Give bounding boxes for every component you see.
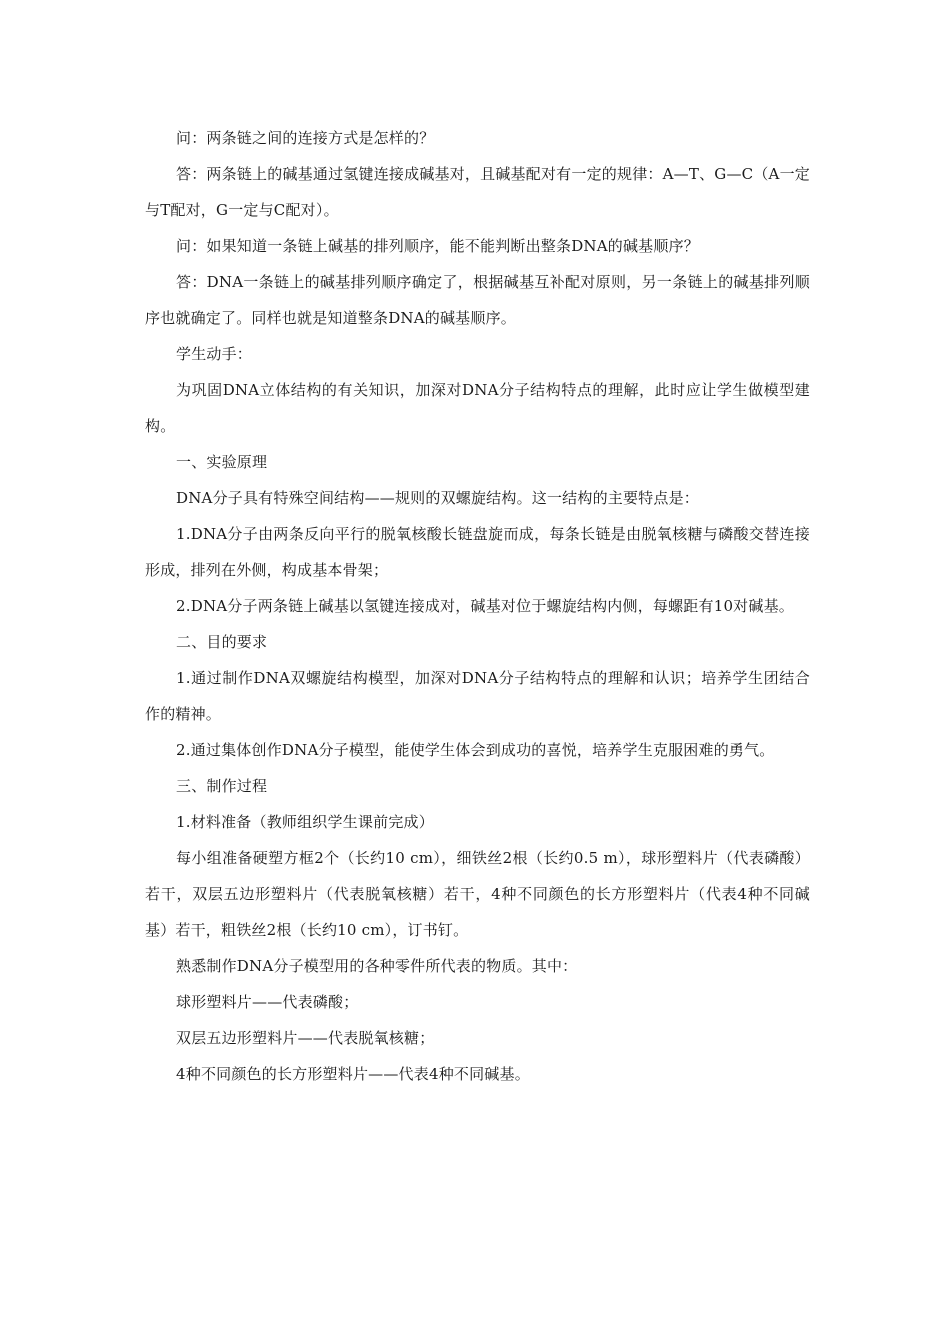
heading-procedure: 三、制作过程 <box>176 777 268 795</box>
paragraph-principle-intro: DNA分子具有特殊空间结构——规则的双螺旋结构。这一结构的主要特点是： <box>176 489 699 507</box>
paragraph-part-phosphate: 球形塑料片——代表磷酸； <box>176 993 359 1011</box>
paragraph-question-1: 问：两条链之间的连接方式是怎样的？ <box>176 129 435 147</box>
paragraph-question-2: 问：如果知道一条链上碱基的排列顺序，能不能判断出整条DNA的碱基顺序？ <box>176 237 699 255</box>
paragraph-principle-2: 2.DNA分子两条链上碱基以氢键连接成对，碱基对位于螺旋结构内侧，每螺距有10对碱基。 <box>176 597 794 615</box>
paragraph-part-deoxyribose: 双层五边形塑料片——代表脱氧核糖； <box>176 1029 435 1047</box>
paragraph-objective-1: 1.通过制作DNA双螺旋结构模型，加深对DNA分子结构特点的理解和认识；培养学生团结合作的精神。 <box>145 669 810 723</box>
paragraph-answer-2: 答：DNA一条链上的碱基排列顺序确定了，根据碱基互补配对原则，另一条链上的碱基排列顺序也就确定了。同样也就是知道整条DNA的碱基顺序。 <box>145 273 810 327</box>
paragraph-objective-2: 2.通过集体创作DNA分子模型，能使学生体会到成功的喜悦，培养学生克服困难的勇气。 <box>176 741 775 759</box>
paragraph-materials-list: 每小组准备硬塑方框2个（长约10 cm），细铁丝2根（长约0.5 m），球形塑料片（代表磷酸）若干，双层五边形塑料片（代表脱氧核糖）若干，4种不同颜色的长方形塑料片（代表4种不同碱基）若干，粗铁丝2根（长约10 cm），订书钉。 <box>145 849 810 939</box>
paragraph-part-bases: 4种不同颜色的长方形塑料片——代表4种不同碱基。 <box>176 1065 530 1083</box>
paragraph-answer-1: 答：两条链上的碱基通过氢键连接成碱基对，且碱基配对有一定的规律：A—T、G—C（A一定与T配对，G一定与C配对）。 <box>145 165 810 219</box>
paragraph-activity-intro: 为巩固DNA立体结构的有关知识，加深对DNA分子结构特点的理解，此时应让学生做模型建构。 <box>145 381 810 435</box>
paragraph-student-activity: 学生动手： <box>176 345 253 363</box>
paragraph-parts-intro: 熟悉制作DNA分子模型用的各种零件所代表的物质。其中： <box>176 957 578 975</box>
heading-experiment-principle: 一、实验原理 <box>176 453 268 471</box>
document-body <box>145 120 810 1092</box>
heading-objectives: 二、目的要求 <box>176 633 268 651</box>
paragraph-materials-heading: 1.材料准备（教师组织学生课前完成） <box>176 813 434 831</box>
paragraph-principle-1: 1.DNA分子由两条反向平行的脱氧核酸长链盘旋而成，每条长链是由脱氧核糖与磷酸交替连接形成，排列在外侧，构成基本骨架； <box>145 525 810 579</box>
